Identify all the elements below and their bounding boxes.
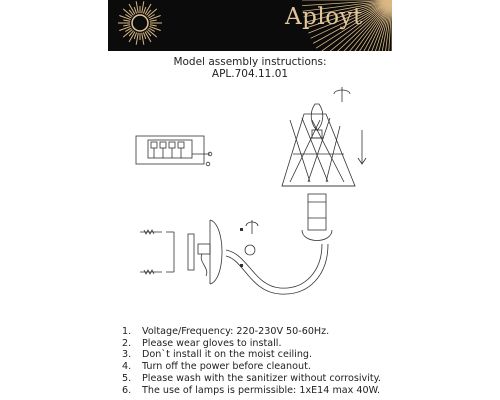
instruction-text: Voltage/Frequency: 220-230V 50-60Hz. [142,326,330,337]
instruction-item [122,338,381,350]
instruction-item [122,373,381,385]
instruction-text: Don`t install it on the moist ceiling. [142,349,313,361]
instruction-item [122,361,381,373]
lamp-shade [282,114,355,186]
brand-name: Aployt [285,4,363,30]
rotate-arrow-icon [246,87,350,234]
wall-bracket [166,220,222,284]
screw-icon [140,230,162,274]
instruction-item [122,349,381,361]
bulb [310,104,324,138]
instruction-list [122,326,381,396]
instruction-number: 4. [122,361,132,373]
instruction-number: 3. [122,349,132,361]
lamp-arm [226,244,328,294]
instruction-number: 5. [122,372,132,384]
terminal-block [136,136,212,166]
instruction-number: 6. [122,384,132,396]
instruction-number: 2. [122,337,132,349]
instruction-item [122,385,381,397]
instruction-text: Please wear gloves to install. [142,337,282,349]
candle-socket [302,194,332,241]
brand-banner [108,0,392,51]
instruction-text: Turn off the power before cleanout. [142,361,311,373]
assembly-diagram [130,84,380,304]
instruction-item [122,326,381,338]
arrow-down-icon [358,130,366,164]
model-number: APL.704.11.01 [211,68,289,80]
instruction-text: The use of lamps is permissible: 1xE14 max 40W. [142,384,381,396]
instruction-number: 1. [122,326,132,337]
document-title: Model assembly instructions: [173,56,327,68]
instruction-text: Please wash with the sanitizer without corrosivity. [142,372,381,384]
